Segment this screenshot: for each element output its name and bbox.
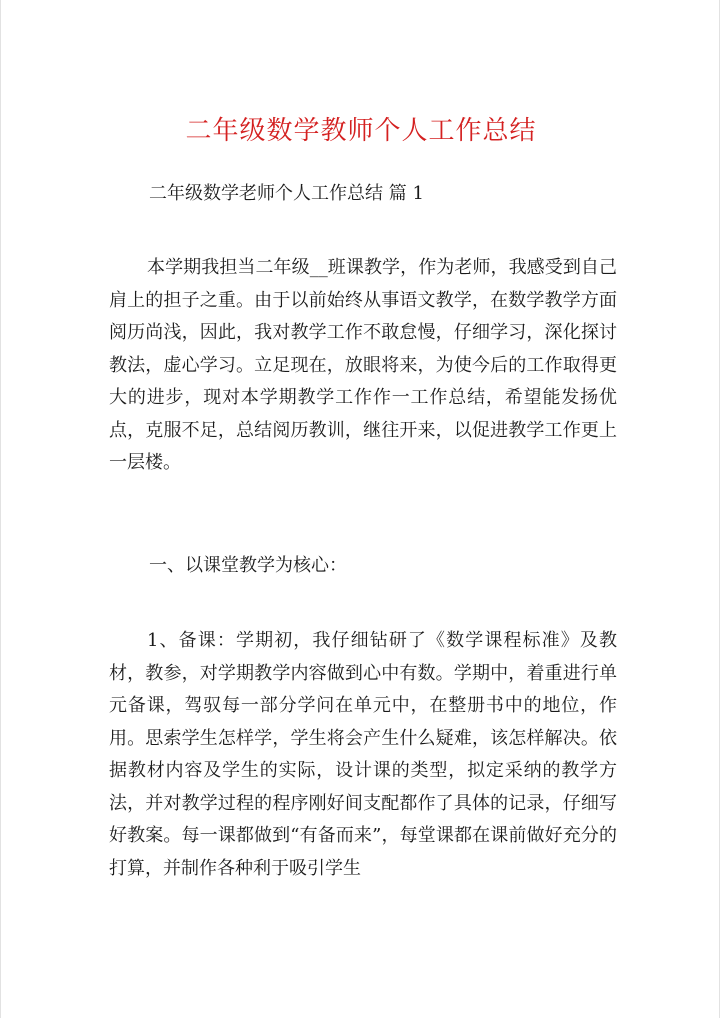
- document-subtitle: 二年级数学老师个人工作总结 篇 1: [149, 183, 424, 204]
- body-paragraph-2: 1、备课：学期初，我仔细钻研了《数学课程标准》及教材，教参，对学期教学内容做到心中有数。学期中，着重进行单元备课，驾驭每一部分学问在单元中，在整册书中的地位，作用。思索学生怎样学，学生将会产生什么疑难，该怎样解决。依据教材内容及学生的实际，设计课的类型，拟定采纳的教学方法，并对教学过程的程序刚好间支配都作了具体的记录，仔细写好教案。每一课都做到“有备而来”，每堂课都在课前做好充分的打算，并制作各种利于吸引学生: [109, 630, 617, 879]
- document-title: 二年级数学教师个人工作总结: [185, 116, 537, 146]
- section-heading: 一、以课堂教学为核心：: [149, 555, 347, 576]
- body-paragraph-1: 本学期我担当二年级__班课教学，作为老师，我感受到自己肩上的担子之重。由于以前始终从事语文教学，在数学教学方面阅历尚浅，因此，我对教学工作不敢怠慢，仔细学习，深化探讨教法，虚心学习。立足现在，放眼将来，为使今后的工作取得更大的进步，现对本学期教学工作作一工作总结，希望能发扬优点，克服不足，总结阅历教训，继往开来，以促进教学工作更上一层楼。: [109, 257, 617, 473]
